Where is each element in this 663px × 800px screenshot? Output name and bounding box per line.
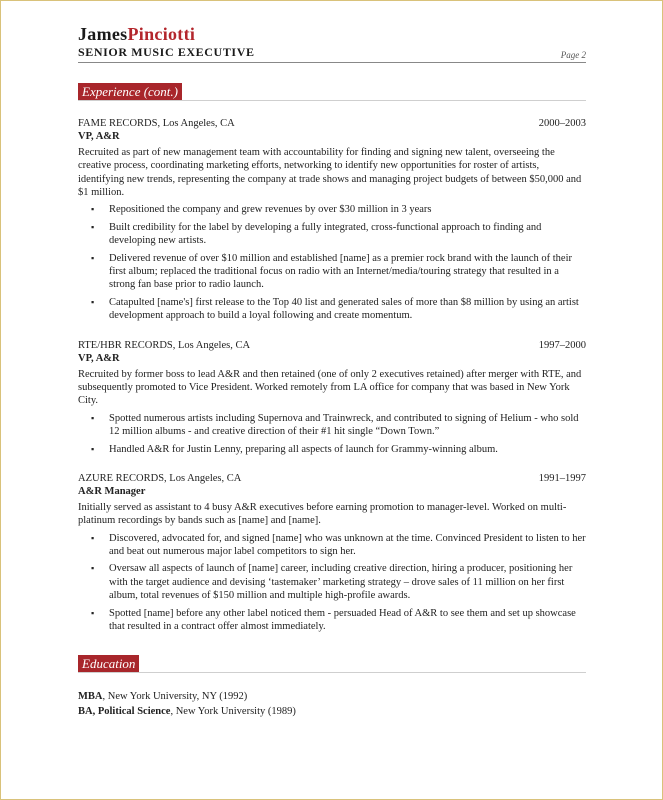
bullet-icon: ▪ — [91, 204, 95, 215]
achievement-item — [78, 203, 586, 216]
job-role: VP, A&R — [78, 131, 120, 143]
school: , New York University, NY (1992) — [102, 691, 248, 703]
job-description: Recruited by former boss to lead A&R and then retained (one of only 2 executives retained) after merger with RTE, and subsequently promoted to Vice President. Worked remotely from LA office for company that was based in New York City. — [78, 368, 582, 407]
achievement-text: Handled A&R for Justin Lenny, preparing all aspects of launch for Grammy-winning album. — [109, 443, 498, 455]
achievement-item — [78, 607, 586, 634]
experience-section — [78, 83, 586, 633]
achievement-list — [78, 532, 586, 634]
job-title: SENIOR MUSIC EXECUTIVE — [78, 45, 255, 59]
job-entry — [78, 117, 586, 323]
company-name: RTE/HBR RECORDS, Los Angeles, CA — [78, 339, 251, 351]
achievement-item — [78, 252, 586, 292]
achievement-text: Spotted numerous artists including Supernova and Trainwreck, and contributed to signing of Helium - who sold 12 million albums - and creative direction of their #1 hit single “Down Town.” — [109, 412, 579, 438]
bullet-icon: ▪ — [91, 443, 95, 454]
achievement-text: Discovered, advocated for, and signed [name] who was unknown at the time. Convinced President to listen to her and beat out numerous major label competitors to sign her. — [109, 532, 586, 557]
company-name: FAME RECORDS, Los Angeles, CA — [78, 118, 235, 129]
bullet-icon: ▪ — [91, 607, 95, 618]
job-role: A&R Manager — [78, 486, 146, 498]
job-list — [78, 117, 586, 633]
degree: MBA — [78, 691, 103, 703]
job-description: Initially served as assistant to 4 busy A&R executives before earning promotion to manager-level. Worked on multi-platinum recordings by bands such as [name] and [name]. — [78, 501, 567, 527]
job-entry — [78, 472, 586, 633]
last-name: Pinciotti — [127, 24, 196, 44]
job-header — [78, 339, 586, 352]
first-name: James — [78, 24, 128, 44]
achievement-list — [78, 203, 586, 322]
candidate-name — [78, 23, 586, 45]
bullet-icon: ▪ — [91, 296, 95, 307]
job-entry — [78, 339, 586, 456]
education-entry — [78, 704, 586, 719]
bullet-icon: ▪ — [91, 563, 95, 574]
bullet-icon: ▪ — [91, 532, 95, 543]
section-divider — [78, 672, 586, 673]
school: , New York University (1989) — [170, 706, 296, 718]
bullet-icon: ▪ — [91, 221, 95, 232]
achievement-text: Repositioned the company and grew revenues by over $30 million in 3 years — [109, 204, 432, 216]
section-heading-experience: Experience (cont.) — [78, 83, 182, 100]
achievement-item — [78, 296, 586, 323]
company-name: AZURE RECORDS, Los Angeles, CA — [78, 472, 242, 484]
bullet-icon: ▪ — [91, 412, 95, 423]
job-dates: 2000–2003 — [538, 118, 586, 129]
education-section — [78, 655, 586, 719]
job-dates: 1991–1997 — [538, 472, 586, 484]
job-header — [78, 472, 586, 485]
achievement-item — [78, 532, 586, 559]
degree: BA, Political Science — [78, 706, 171, 718]
achievement-item — [78, 412, 586, 439]
job-dates: 1997–2000 — [538, 339, 586, 351]
achievement-item — [78, 562, 586, 602]
resume-page — [78, 23, 586, 719]
achievement-text: Catapulted [name's] first release to the Top 40 list and generated sales of more than $8 million by using an artist development approach to build a loyal following and create momentum. — [109, 296, 579, 322]
page-number: Page 2 — [560, 50, 586, 60]
job-description: Recruited as part of new management team with accountability for finding and signing new talent, overseeing the creative process, coordinating marketing efforts, networking to identify new opportunities for roster of artists, identifying new trends, representing the company at trade shows and managing project budgets of between $50,000 and $1 million. — [78, 146, 582, 199]
achievement-list — [78, 412, 586, 456]
achievement-text: Delivered revenue of over $10 million and established [name] as a premier rock brand with the launch of their first album; replaced the traditional focus on radio with an Internet/media/touring strategy that resulted in a strong fan base prior to radio launch. — [109, 252, 572, 291]
education-list — [78, 689, 586, 719]
section-heading-education: Education — [78, 655, 139, 672]
education-entry — [78, 689, 586, 704]
achievement-item — [78, 221, 586, 248]
section-divider — [78, 100, 586, 101]
job-role: VP, A&R — [78, 353, 120, 365]
bullet-icon: ▪ — [91, 252, 95, 263]
achievement-text: Built credibility for the label by developing a fully integrated, cross-functional approach to finding and developing new artists. — [109, 221, 542, 247]
achievement-item — [78, 443, 586, 456]
title-bar — [78, 45, 586, 63]
job-header — [78, 117, 586, 130]
achievement-text: Oversaw all aspects of launch of [name] career, including creative direction, hiring a producer, positioning her with the target audience and devising ‘tastemaker’ marketing strategy – drove sales of 11 million on her first album, total revenues of $150 million and multiple high-profile awards. — [109, 563, 573, 602]
achievement-text: Spotted [name] before any other label noticed them - persuaded Head of A&R to see them and set up showcase that resulted in a contract offer almost immediately. — [109, 607, 576, 632]
